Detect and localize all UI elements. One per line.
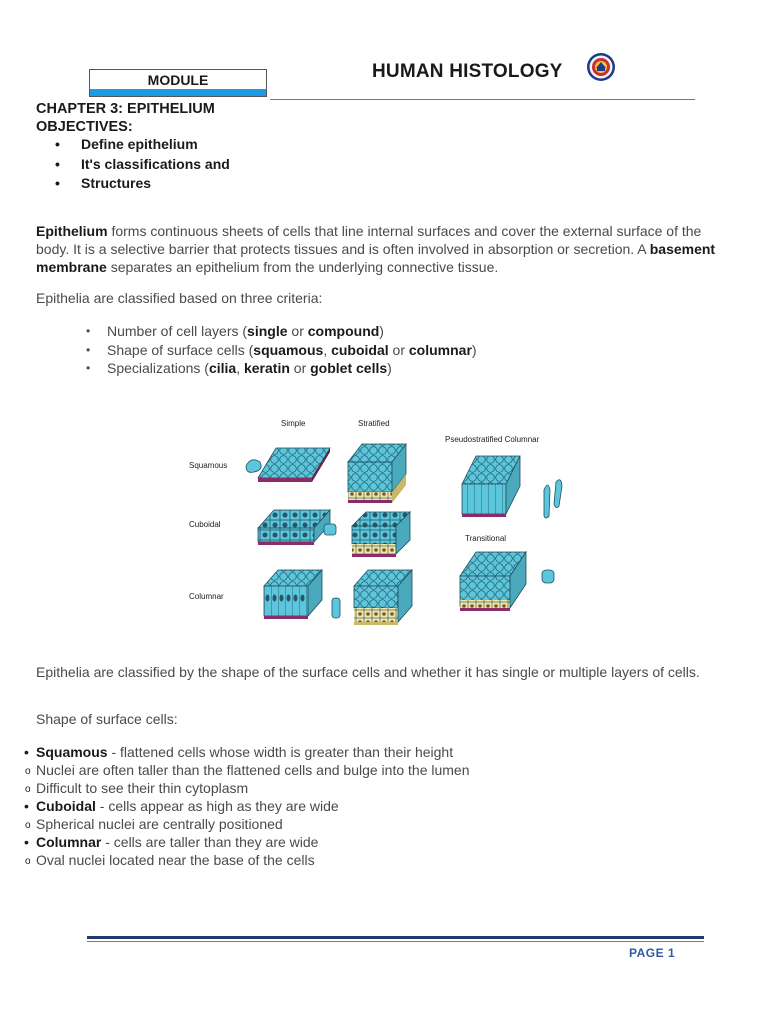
shape-heading: Shape of surface cells:	[36, 711, 178, 727]
epithelium-types-figure	[180, 410, 580, 642]
criteria-intro: Epithelia are classified based on three criteria:	[36, 290, 323, 306]
simple-columnar-diagram	[264, 570, 340, 619]
simple-squamous-diagram	[246, 448, 330, 482]
module-accent-bar	[90, 89, 266, 96]
term-epithelium: Epithelium	[36, 223, 108, 239]
list-item: • It's classifications and	[55, 155, 230, 175]
list-item: • Structures	[55, 174, 230, 194]
pseudostratified-diagram	[462, 456, 562, 518]
module-label: MODULE	[147, 72, 209, 88]
figure-label: Cuboidal	[189, 520, 221, 529]
module-label-box	[89, 69, 267, 97]
figure-label: Columnar	[189, 592, 224, 601]
shape-list	[24, 743, 470, 869]
chapter-heading	[36, 100, 215, 136]
classification-paragraph: Epithelia are classified by the shape of the surface cells and whether it has single or multiple layers of cells.	[36, 664, 700, 680]
intro-paragraph	[36, 222, 726, 276]
transitional-diagram	[460, 552, 554, 611]
list-item: • Cuboidal - cells appear as high as they are wide	[24, 797, 470, 815]
objectives-list	[55, 135, 230, 194]
list-item: • Specializations (cilia, keratin or goblet cells)	[86, 359, 477, 378]
figure-label: Transitional	[465, 534, 507, 543]
stratified-squamous-diagram	[348, 444, 406, 503]
stratified-cuboidal-diagram	[352, 512, 410, 557]
stratified-columnar-diagram	[354, 570, 412, 625]
list-item: • Shape of surface cells (squamous, cuboidal or columnar)	[86, 341, 477, 360]
list-item: • Number of cell layers (single or compound)	[86, 322, 477, 341]
figure-label: Pseudostratified Columnar	[445, 435, 540, 444]
figure-label: Squamous	[189, 461, 228, 470]
document-title: HUMAN HISTOLOGY	[372, 61, 563, 82]
list-item: • Columnar - cells are taller than they are wide	[24, 833, 470, 851]
list-item: o Difficult to see their thin cytoplasm	[24, 779, 470, 797]
list-item: o Spherical nuclei are centrally positioned	[24, 815, 470, 833]
list-item: • Squamous - flattened cells whose width is greater than their height	[24, 743, 470, 761]
objectives-heading: OBJECTIVES:	[36, 119, 133, 135]
figure-label: Simple	[281, 419, 306, 428]
list-item: o Nuclei are often taller than the flattened cells and bulge into the lumen	[24, 761, 470, 779]
paragraph-text: separates an epithelium from the underlying connective tissue.	[106, 259, 499, 275]
footer-rule-thin	[87, 941, 704, 942]
term-basement-membrane: basement membrane	[36, 241, 716, 275]
criteria-list	[86, 322, 477, 378]
figure-label: Stratified	[358, 419, 390, 428]
paragraph-text: forms continuous sheets of cells that line internal surfaces and cover the external surface of the body. It is a selective barrier that protects tissues and is often involved in absorption or secretion. A	[36, 223, 702, 257]
simple-cuboidal-diagram	[258, 510, 336, 545]
footer-rule	[87, 936, 704, 939]
list-item: • Define epithelium	[55, 135, 230, 155]
header-rule	[270, 99, 695, 100]
chapter-title: CHAPTER 3: EPITHELIUM	[36, 101, 215, 117]
list-item: o Oval nuclei located near the base of the cells	[24, 851, 470, 869]
page-number: PAGE 1	[629, 946, 676, 960]
university-seal-icon	[586, 52, 616, 82]
